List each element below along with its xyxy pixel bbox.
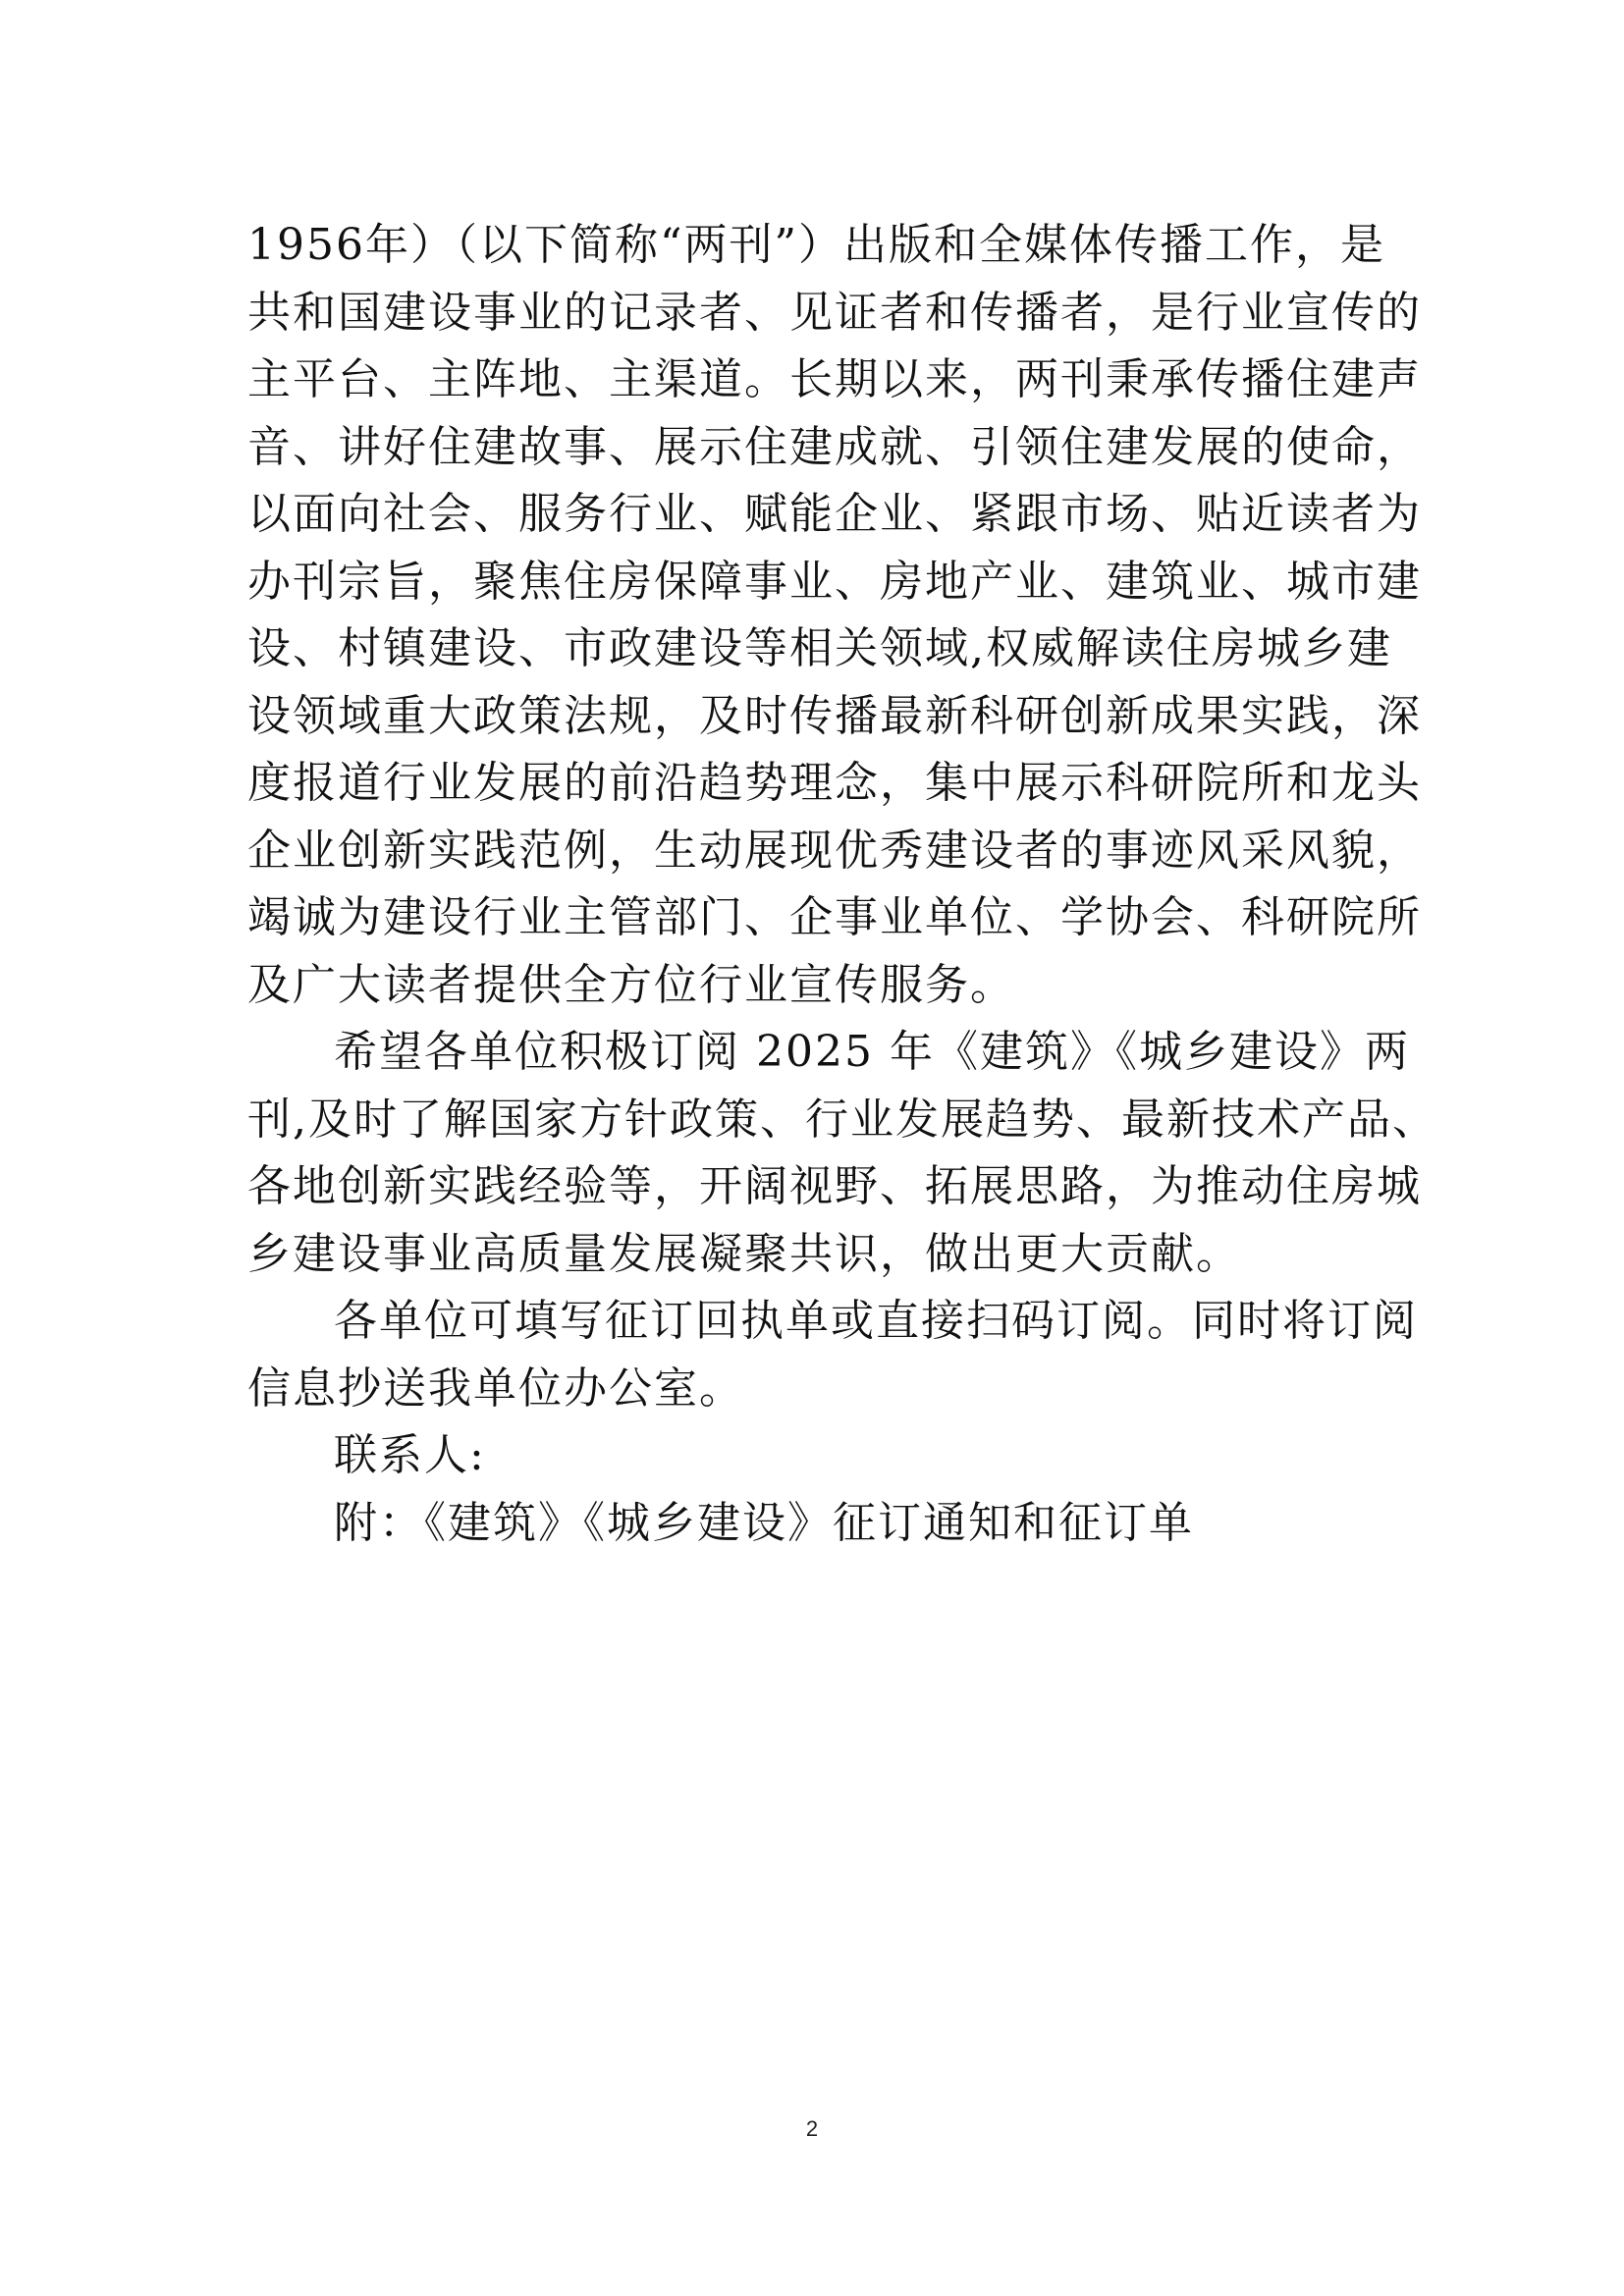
text-line: 办刊宗旨，聚焦住房保障事业、房地产业、建筑业、城市建 [247, 556, 1422, 607]
text-line: 刊,及时了解国家方针政策、行业发展趋势、最新技术产品、 [247, 1094, 1437, 1145]
text-line: 设、村镇建设、市政建设等相关领域,权威解读住房城乡建 [247, 623, 1392, 673]
text-line: 音、讲好住建故事、展示住建成就、引领住建发展的使命， [247, 421, 1422, 472]
text-line: 希望各单位积极订阅 2025 年《建筑》《城乡建设》两 [334, 1027, 1410, 1077]
text-line: 以面向社会、服务行业、赋能企业、紧跟市场、贴近读者为 [247, 489, 1422, 539]
paragraph-contact [247, 1422, 1377, 1490]
paragraph-attachment [247, 1490, 1377, 1558]
text-line: 各地创新实践经验等，开阔视野、拓展思路，为推动住房城 [247, 1161, 1422, 1211]
text-line: 1956年）（以下简称“两刊”）出版和全媒体传播工作，是 [247, 220, 1385, 270]
text-line: 各单位可填写征订回执单或直接扫码订阅。同时将订阅 [334, 1296, 1418, 1346]
text-line: 共和国建设事业的记录者、见证者和传播者，是行业宣传的 [247, 287, 1422, 338]
text-line: 竭诚为建设行业主管部门、企事业单位、学协会、科研院所 [247, 892, 1422, 942]
text-line: 度报道行业发展的前沿趋势理念，集中展示科研院所和龙头 [247, 758, 1422, 808]
attachment-note: 附：《建筑》《城乡建设》征订通知和征订单 [334, 1497, 1194, 1548]
paragraph-magazine-intro [247, 212, 1422, 1019]
paragraph-subscription-method [247, 1288, 1418, 1422]
document-body [247, 212, 1437, 1557]
text-line: 设领域重大政策法规，及时传播最新科研创新成果实践，深 [247, 690, 1422, 741]
text-line: 信息抄送我单位办公室。 [247, 1362, 744, 1414]
page-number: 2 [805, 2116, 819, 2141]
paragraph-subscription-hope [247, 1019, 1437, 1288]
text-line: 乡建设事业高质量发展凝聚共识，做出更大贡献。 [247, 1228, 1241, 1279]
text-line: 企业创新实践范例，生动展现优秀建设者的事迹风采风貌， [247, 825, 1422, 876]
contact-label: 联系人: [334, 1430, 486, 1480]
text-line: 及广大读者提供全方位行业宣传服务。 [247, 959, 1015, 1010]
text-line: 主平台、主阵地、主渠道。长期以来，两刊秉承传播住建声 [247, 354, 1422, 404]
